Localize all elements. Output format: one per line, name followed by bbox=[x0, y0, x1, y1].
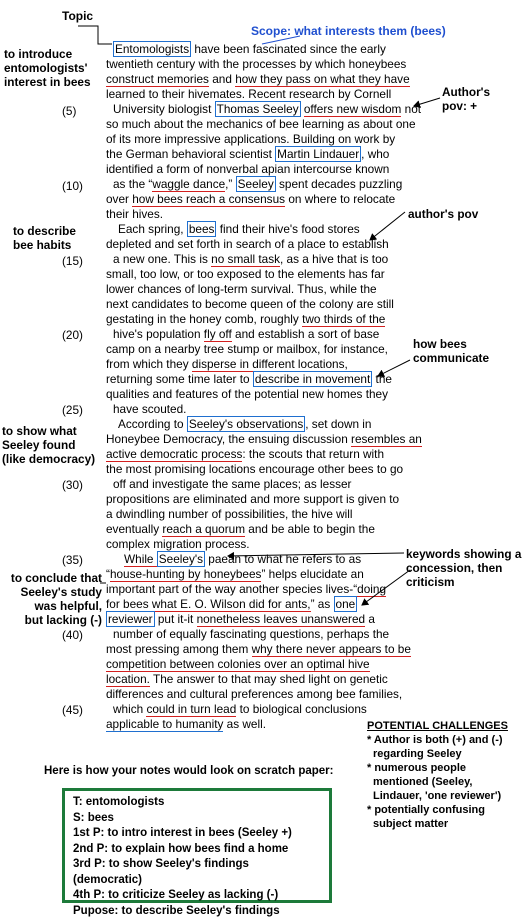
pov-arrow bbox=[370, 212, 405, 240]
challenges-list bbox=[367, 719, 523, 831]
passage-line: which could in turn lead to biological conclusions bbox=[113, 702, 367, 718]
passage-line: for bees what E. O. Wilson did for ants,” as one bbox=[106, 597, 357, 613]
challenge-item: Lindauer, 'one reviewer') bbox=[367, 789, 523, 803]
note-authors-pov-plus: Author's pov: + bbox=[442, 85, 490, 113]
line-number: (10) bbox=[62, 179, 83, 193]
passage-line: propositions are eliminated and more support is given to bbox=[106, 492, 399, 508]
passage-line: Honeybee Democracy, the ensuing discussion resembles an bbox=[106, 432, 422, 448]
challenge-item: * potentially confusing bbox=[367, 803, 523, 817]
passage-line: their hives. bbox=[106, 207, 163, 223]
passage-line: important part of the way another species lives-“doing bbox=[106, 582, 386, 598]
passage-line: most pressing among them why there never appears to be bbox=[106, 642, 411, 658]
summary-line: 4th P: to criticize Seeley as lacking (-) bbox=[73, 888, 321, 904]
passage-line: qualities and features of the potential new homes they bbox=[106, 387, 388, 403]
topic-arrow bbox=[78, 26, 112, 44]
passage-line: learned to their hivemates. Recent research by Cornell bbox=[106, 87, 391, 103]
passage-line: so much about the mechanics of bee learning as about one bbox=[106, 117, 416, 133]
passage-line: reviewer put it-it nonetheless leaves unanswered a bbox=[106, 612, 375, 628]
passage-line: the German behavioral scientist Martin Lindauer , who bbox=[106, 147, 389, 163]
passage-line: camp on a nearby tree stump or mailbox, for instance, bbox=[106, 342, 388, 358]
passage-line: over how bees reach a consensus on where to relocate bbox=[106, 192, 395, 208]
scratch-intro: Here is how your notes would look on scratch paper: bbox=[44, 765, 333, 777]
challenge-item: * numerous people bbox=[367, 761, 523, 775]
passage-line: location. The answer to that may shed light on genetic bbox=[106, 672, 388, 688]
passage-line: small, too low, or too exposed to the elements has far bbox=[106, 267, 385, 283]
passage-line: University biologist Thomas Seeley offers new wisdom not bbox=[113, 102, 421, 118]
passage-line: next candidates to become queen of the colony are still bbox=[106, 297, 394, 313]
passage-line: hive's population fly off and establish a sort of base bbox=[113, 327, 379, 343]
challenge-item: regarding Seeley bbox=[367, 747, 523, 761]
passage-line: returning some time later to describe in movement the bbox=[106, 372, 392, 388]
summary-line: S: bees bbox=[73, 811, 321, 827]
passage-line: a dwindling number of possibilities, the hive will bbox=[106, 507, 353, 523]
line-number: (35) bbox=[62, 553, 83, 567]
line-number: (25) bbox=[62, 403, 83, 417]
passage-line: of its more impressive applications. Building on work by bbox=[106, 132, 395, 148]
passage-line: as the “waggle dance,” Seeley spent decades puzzling bbox=[113, 177, 402, 193]
topic-label: Topic bbox=[62, 9, 93, 23]
passage-line: a new one. This is no small task, as a hive that is too bbox=[113, 252, 388, 268]
note-conclude: to conclude that Seeley's study was helpful, but lacking (-) bbox=[6, 571, 102, 627]
summary-line: 1st P: to intro interest in bees (Seeley +) bbox=[73, 826, 321, 842]
summary-notes bbox=[62, 788, 332, 903]
passage-line: gestating in the honey comb, roughly two thirds of the bbox=[106, 312, 385, 328]
note-how-bees: how bees communicate bbox=[413, 337, 489, 365]
passage-line: competition between colonies over an optimal hive bbox=[106, 657, 370, 673]
summary-line: Pupose: to describe Seeley's findings bbox=[73, 904, 321, 919]
note-seeley-found: to show what Seeley found (like democracy) bbox=[2, 424, 95, 466]
passage-line: off and investigate the same places; as lesser bbox=[113, 477, 351, 493]
passage-line: complex migration process. bbox=[106, 537, 250, 553]
line-number: (5) bbox=[62, 104, 76, 118]
passage-line: twentieth century with the processes by which honeybees bbox=[106, 57, 406, 73]
scope-label: Scope: what interests them (bees) bbox=[251, 24, 446, 38]
passage-line: from which they disperse in different locations, bbox=[106, 357, 348, 373]
passage-line: the most promising locations encourage other bees to go bbox=[106, 462, 403, 478]
passage-line: construct memories and how they pass on what they have bbox=[106, 72, 410, 88]
note-bee-habits: to describe bee habits bbox=[13, 224, 76, 252]
passage-line: differences and cultural preferences among bee families, bbox=[106, 687, 402, 703]
line-number: (40) bbox=[62, 628, 83, 642]
passage-line: eventually reach a quorum and be able to begin the bbox=[106, 522, 375, 538]
note-authors-pov: author's pov bbox=[408, 207, 478, 221]
line-number: (20) bbox=[62, 328, 83, 342]
line-number: (30) bbox=[62, 478, 83, 492]
summary-line: 3rd P: to show Seeley's findings (democratic) bbox=[73, 857, 321, 888]
passage-line: depleted and set forth in search of a place to establish bbox=[106, 237, 389, 253]
passage-line: While Seeley's paean to what he refers to as bbox=[124, 552, 361, 568]
summary-line: T: entomologists bbox=[73, 795, 321, 811]
challenge-item: * Author is both (+) and (-) bbox=[367, 733, 523, 747]
passage-line: lower chances of long-term survival. Thus, while the bbox=[106, 282, 377, 298]
passage-line: active democratic process: the scouts that return with bbox=[106, 447, 384, 463]
line-number: (45) bbox=[62, 703, 83, 717]
passage-line: have scouted. bbox=[113, 402, 186, 418]
passage-line: applicable to humanity as well. bbox=[106, 717, 266, 733]
challenge-item: mentioned (Seeley, bbox=[367, 775, 523, 789]
passage-line: identified a form of nonverbal apian intercourse known bbox=[106, 162, 389, 178]
note-keywords: keywords showing a concession, then criticism bbox=[406, 547, 521, 589]
note-intro: to introduce entomologists' interest in bees bbox=[4, 47, 91, 89]
challenges-title: POTENTIAL CHALLENGES bbox=[367, 719, 523, 733]
passage-line: number of equally fascinating questions, perhaps the bbox=[113, 627, 389, 643]
passage-line: Each spring, bees find their hive's food stores bbox=[118, 222, 360, 238]
line-number: (15) bbox=[62, 254, 83, 268]
passage-line: “house-hunting by honeybees” helps elucidate an bbox=[106, 567, 364, 583]
summary-line: 2nd P: to explain how bees find a home bbox=[73, 842, 321, 858]
challenge-item: subject matter bbox=[367, 817, 523, 831]
passage-line: Entomologists have been fascinated since the early bbox=[113, 42, 386, 58]
passage-line: According to Seeley's observations , set down in bbox=[118, 417, 371, 433]
